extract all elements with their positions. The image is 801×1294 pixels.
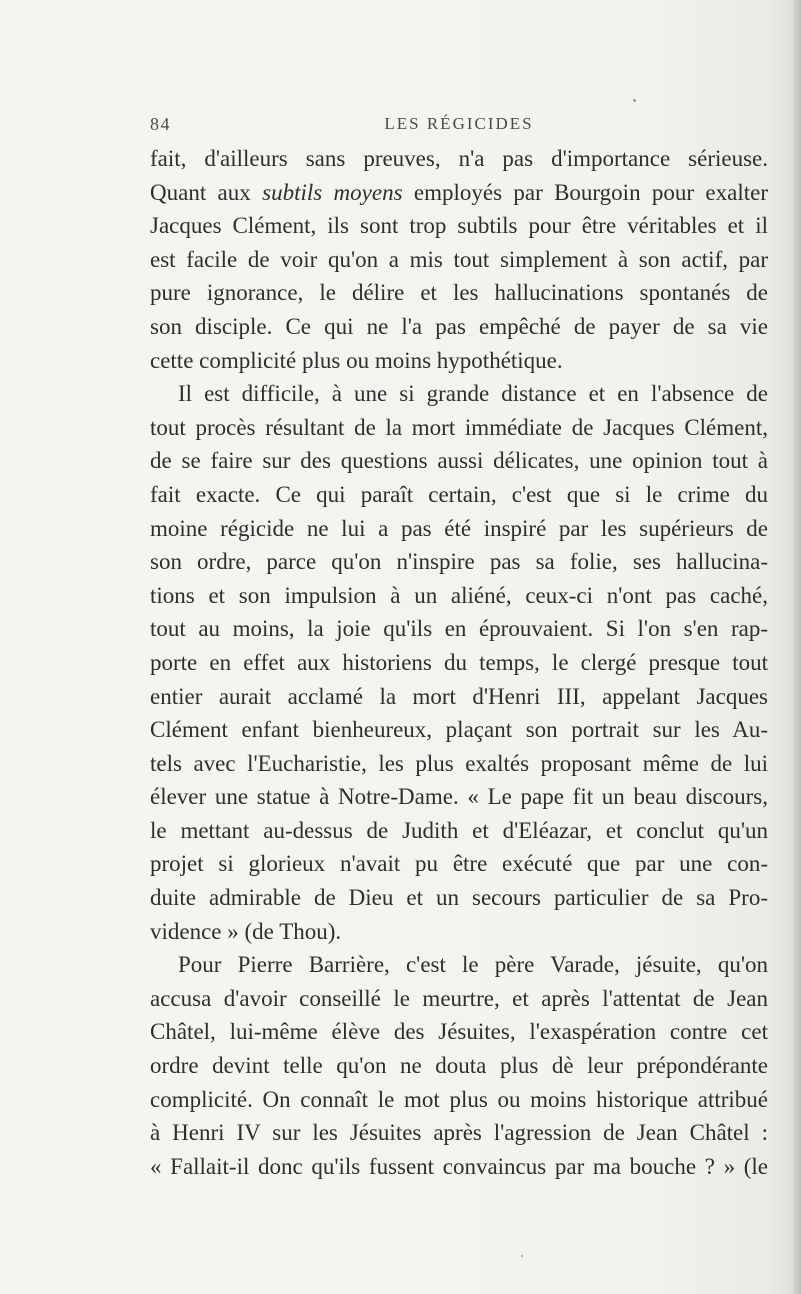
body-text bbox=[150, 142, 768, 1183]
text-line: « Fallait-il donc qu'ils fussent convaincus par ma bouche ? » (le bbox=[150, 1153, 768, 1179]
text-line: accusa d'avoir conseillé le meurtre, et après l'attentat de Jean bbox=[150, 985, 768, 1011]
text-line: moine régicide ne lui a pas été inspiré par les supérieurs de bbox=[150, 515, 768, 541]
text-line: cette complicité plus ou moins hypothétique. bbox=[150, 347, 563, 373]
text-line: son ordre, parce qu'on n'inspire pas sa folie, ses hallucina- bbox=[150, 549, 768, 575]
text-line: est facile de voir qu'on a mis tout simplement à son actif, par bbox=[150, 246, 768, 272]
text-line: son disciple. Ce qui ne l'a pas empêché de payer de sa vie bbox=[150, 313, 768, 339]
text-line: duite admirable de Dieu et un secours particulier de sa Pro- bbox=[150, 885, 768, 911]
text-line: porte en effet aux historiens du temps, le clergé presque tout bbox=[150, 649, 768, 675]
text-line: de se faire sur des questions aussi délicates, une opinion tout à bbox=[150, 448, 768, 474]
page-edge-shadow bbox=[793, 0, 801, 1294]
text-line: pure ignorance, le délire et les hallucinations spontanés de bbox=[150, 280, 768, 306]
text-line: tout au moins, la joie qu'ils en éprouvaient. Si l'on s'en rap- bbox=[150, 616, 768, 642]
page-number: 84 bbox=[150, 114, 171, 134]
running-title: LES RÉGICIDES bbox=[384, 114, 534, 133]
text-line: fait exacte. Ce qui paraît certain, c'est que si le crime du bbox=[150, 481, 768, 507]
text-line: Clément enfant bienheureux, plaçant son portrait sur les Au- bbox=[150, 717, 768, 743]
text-line: Pour Pierre Barrière, c'est le père Varade, jésuite, qu'on bbox=[178, 952, 768, 978]
text-line: tels avec l'Eucharistie, les plus exaltés proposant même de lui bbox=[150, 750, 768, 776]
text-line: Châtel, lui-même élève des Jésuites, l'exaspération contre cet bbox=[150, 1019, 768, 1045]
text-line: élever une statue à Notre-Dame. « Le pape fit un beau discours, bbox=[150, 784, 768, 810]
text-line: tout procès résultant de la mort immédiate de Jacques Clément, bbox=[150, 414, 768, 440]
text-line: vidence » (de Thou). bbox=[150, 918, 342, 944]
text-line: tions et son impulsion à un aliéné, ceux-ci n'ont pas caché, bbox=[150, 582, 768, 608]
text-line: Jacques Clément, ils sont trop subtils pour être véritables et il bbox=[150, 213, 768, 239]
text-line: le mettant au-dessus de Judith et d'Eléazar, et conclut qu'un bbox=[150, 817, 768, 843]
text-line: Quant aux subtils moyens employés par Bourgoin pour exalter bbox=[150, 179, 768, 205]
paper-speck bbox=[633, 99, 636, 102]
text-line: complicité. On connaît le mot plus ou moins historique attribué bbox=[150, 1086, 768, 1112]
text-line: Il est difficile, à une si grande distance et en l'absence de bbox=[178, 381, 768, 407]
text-line: projet si glorieux n'avait pu être exécuté que par une con- bbox=[150, 851, 768, 877]
page-header bbox=[150, 114, 768, 140]
paper-speck bbox=[521, 1255, 523, 1257]
text-line: fait, d'ailleurs sans preuves, n'a pas d'importance sérieuse. bbox=[150, 146, 768, 171]
text-line: entier aurait acclamé la mort d'Henri III, appelant Jacques bbox=[150, 683, 768, 709]
text-line: ordre devint telle qu'on ne douta plus dè leur prépondérante bbox=[150, 1053, 768, 1079]
text-line: à Henri IV sur les Jésuites après l'agression de Jean Châtel : bbox=[150, 1120, 768, 1146]
emphasis-text: subtils moyens bbox=[262, 179, 403, 205]
